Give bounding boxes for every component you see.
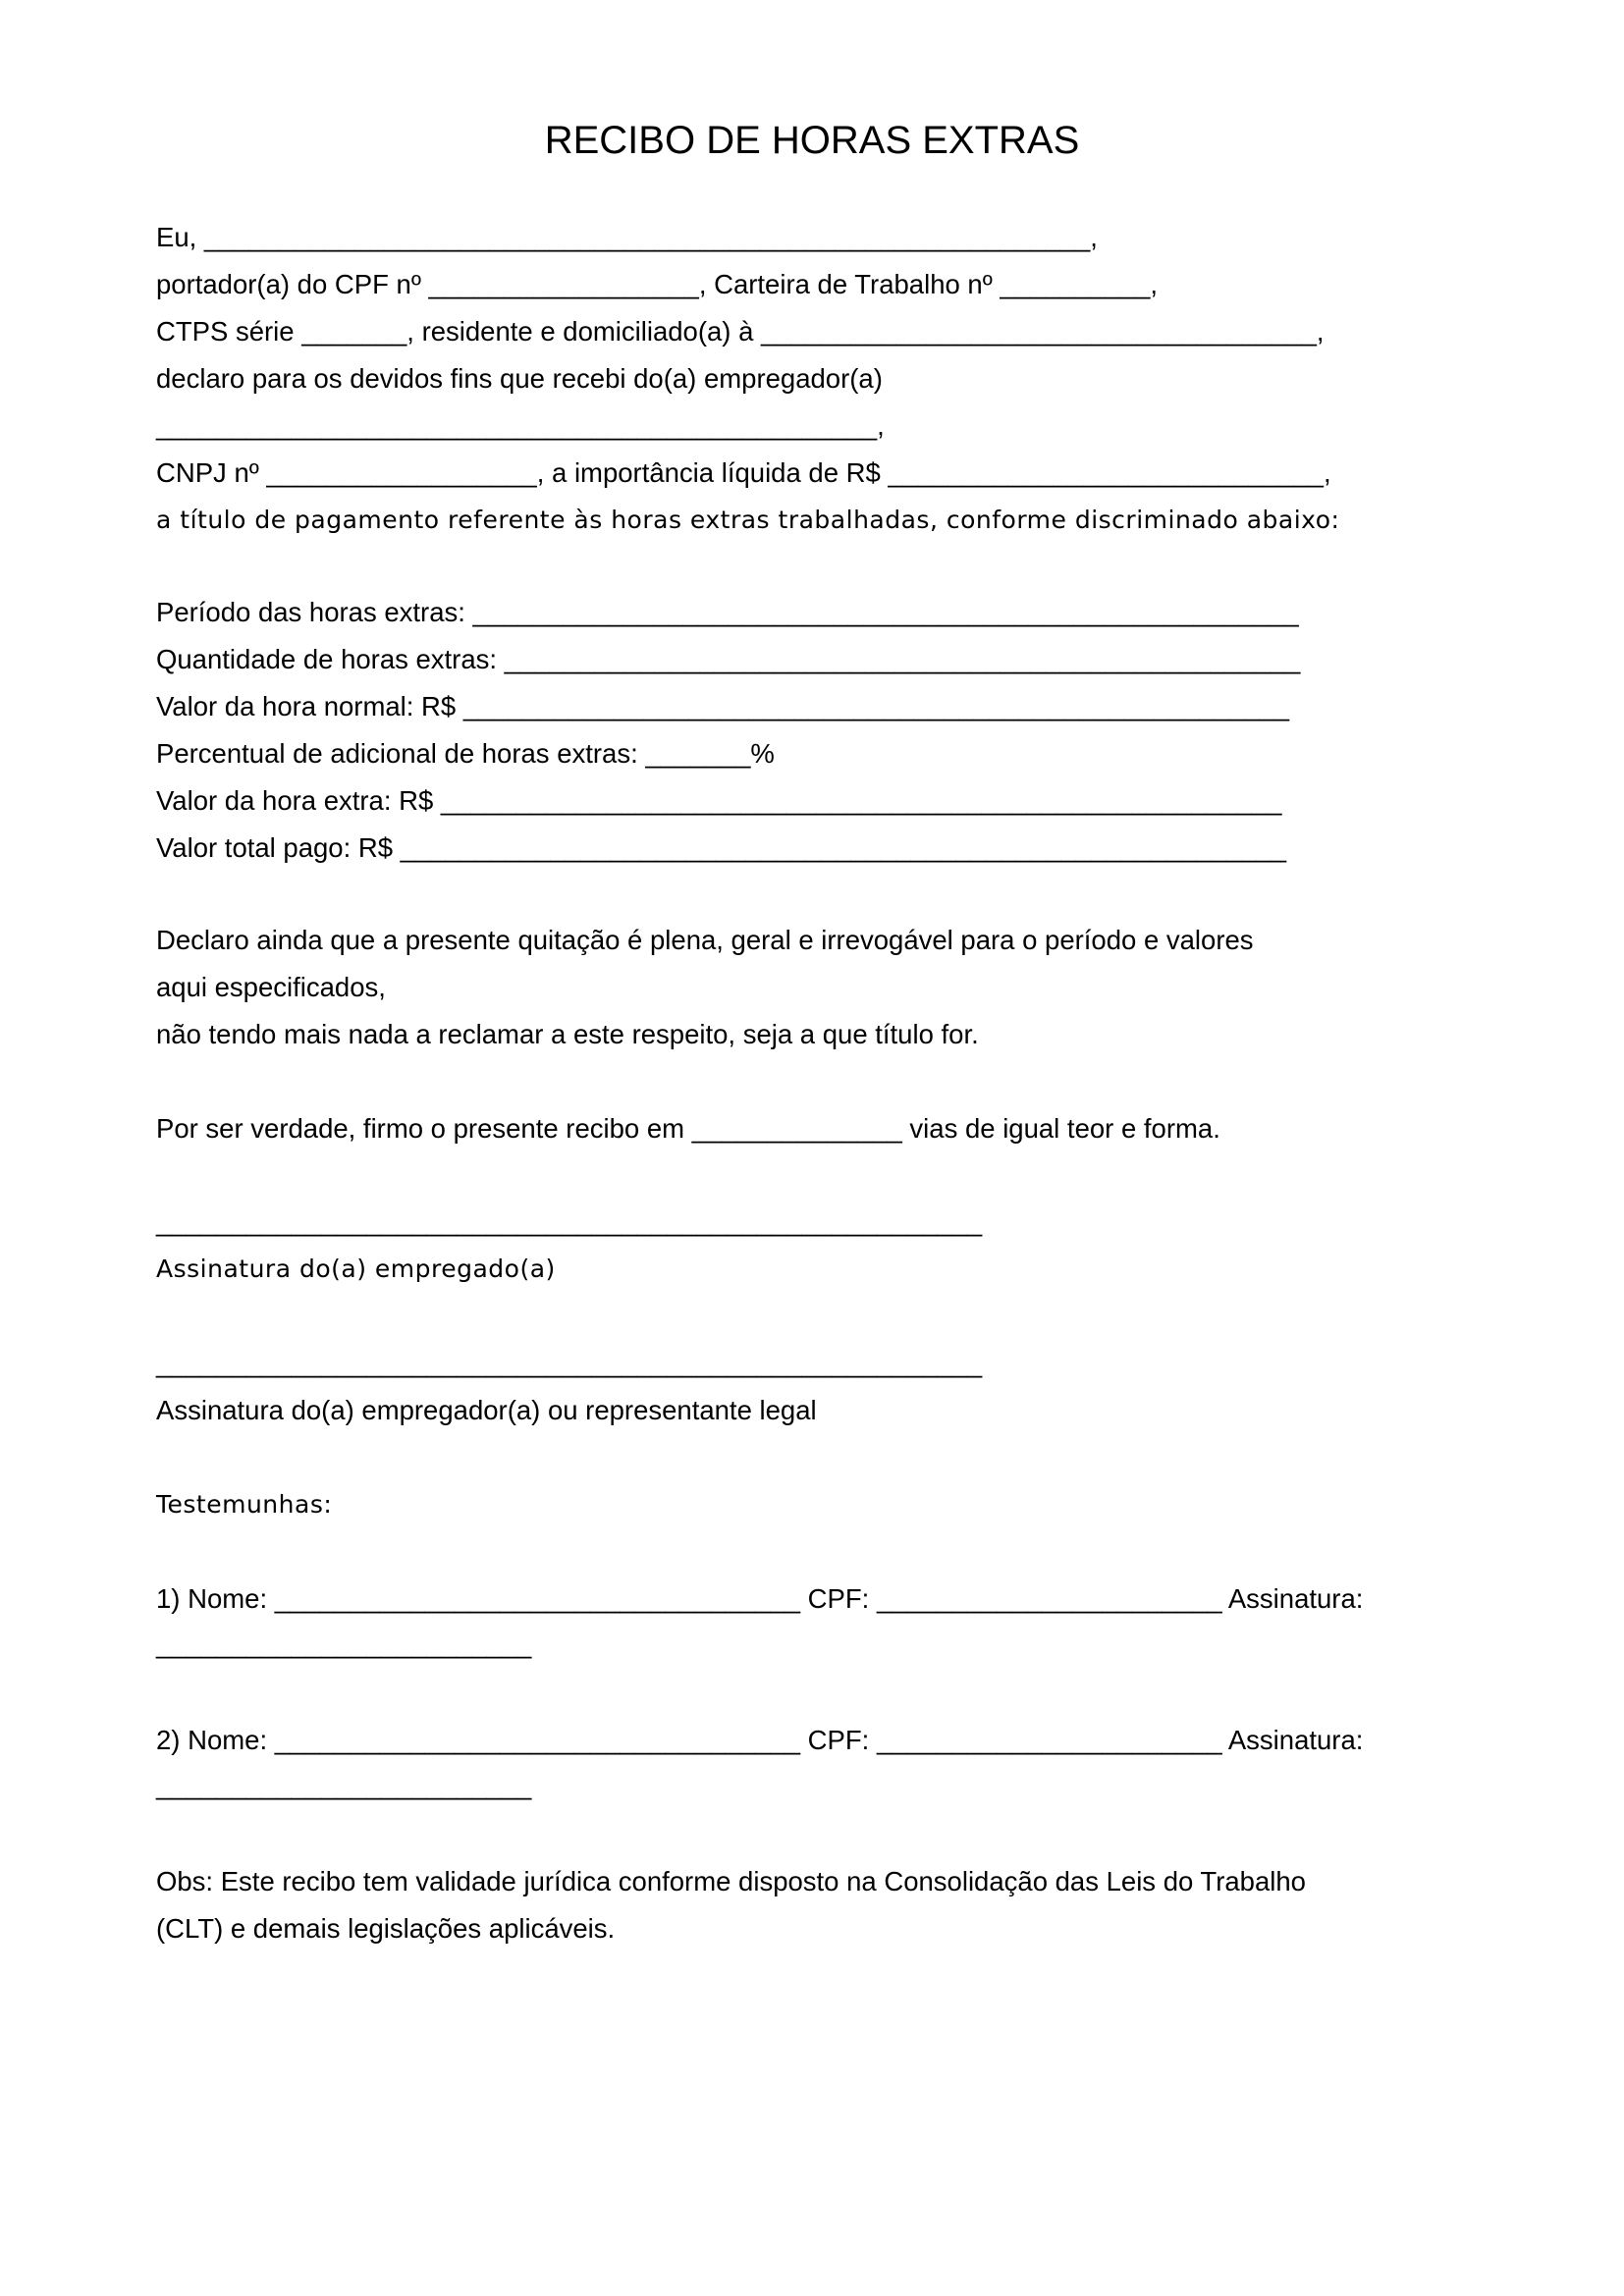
intro-line-purpose: a título de pagamento referente às horas extras trabalhadas, conforme discriminado abaixo: — [156, 506, 1340, 534]
witnesses-heading: Testemunhas: — [156, 1490, 333, 1519]
intro-line-employer: declaro para os devidos fins que recebi do(a) empregador(a) — [156, 363, 883, 394]
witness-2-line: 2) Nome: ___________________________________ CPF: _______________________ Assinatura: — [156, 1725, 1364, 1755]
declaration-line-3: não tendo mais nada a reclamar a este respeito, seja a que título for. — [156, 1019, 979, 1049]
declaration-line-1: Declaro ainda que a presente quitação é plena, geral e irrevogável para o período e valores — [156, 925, 1254, 955]
field-percentage: Percentual de adicional de horas extras: _______% — [156, 738, 775, 769]
employee-signature-line: _______________________________________________________ — [156, 1206, 983, 1237]
employer-signature-label: Assinatura do(a) empregador(a) ou representante legal — [156, 1395, 817, 1425]
note-line-1: Obs: Este recibo tem validade jurídica conforme disposto na Consolidação das Leis do Trabalho — [156, 1866, 1306, 1896]
field-period: Período das horas extras: _______________________________________________________ — [156, 597, 1299, 627]
employee-signature-label: Assinatura do(a) empregado(a) — [156, 1255, 556, 1283]
declaration-line-2: aqui especificados, — [156, 972, 386, 1002]
intro-line-cpf: portador(a) do CPF nº __________________, Carteira de Trabalho nº __________, — [156, 269, 1158, 299]
intro-line-name: Eu, ___________________________________________________________, — [156, 222, 1098, 252]
intro-line-employer-blank: ________________________________________________, — [156, 410, 885, 441]
employer-signature-line: _______________________________________________________ — [156, 1348, 983, 1378]
note-line-2: (CLT) e demais legislações aplicáveis. — [156, 1913, 616, 1944]
intro-line-ctps: CTPS série _______, residente e domiciliado(a) à _____________________________________, — [156, 316, 1325, 347]
field-quantity: Quantidade de horas extras: _____________________________________________________ — [156, 644, 1301, 674]
truth-statement: Por ser verdade, firmo o presente recibo em ______________ vias de igual teor e forma. — [156, 1113, 1220, 1144]
witness-1-signature-line: _________________________ — [156, 1629, 532, 1659]
witness-2-signature-line: _________________________ — [156, 1770, 532, 1800]
field-extra-rate: Valor da hora extra: R$ ________________________________________________________ — [156, 785, 1282, 816]
witness-1-line: 1) Nome: ___________________________________ CPF: _______________________ Assinatura: — [156, 1583, 1364, 1614]
document-title: RECIBO DE HORAS EXTRAS — [544, 119, 1080, 162]
intro-line-cnpj: CNPJ nº __________________, a importância líquida de R$ _____________________________, — [156, 457, 1331, 488]
field-normal-rate: Valor da hora normal: R$ _______________________________________________________ — [156, 691, 1290, 721]
field-total: Valor total pago: R$ ___________________________________________________________ — [156, 832, 1287, 863]
